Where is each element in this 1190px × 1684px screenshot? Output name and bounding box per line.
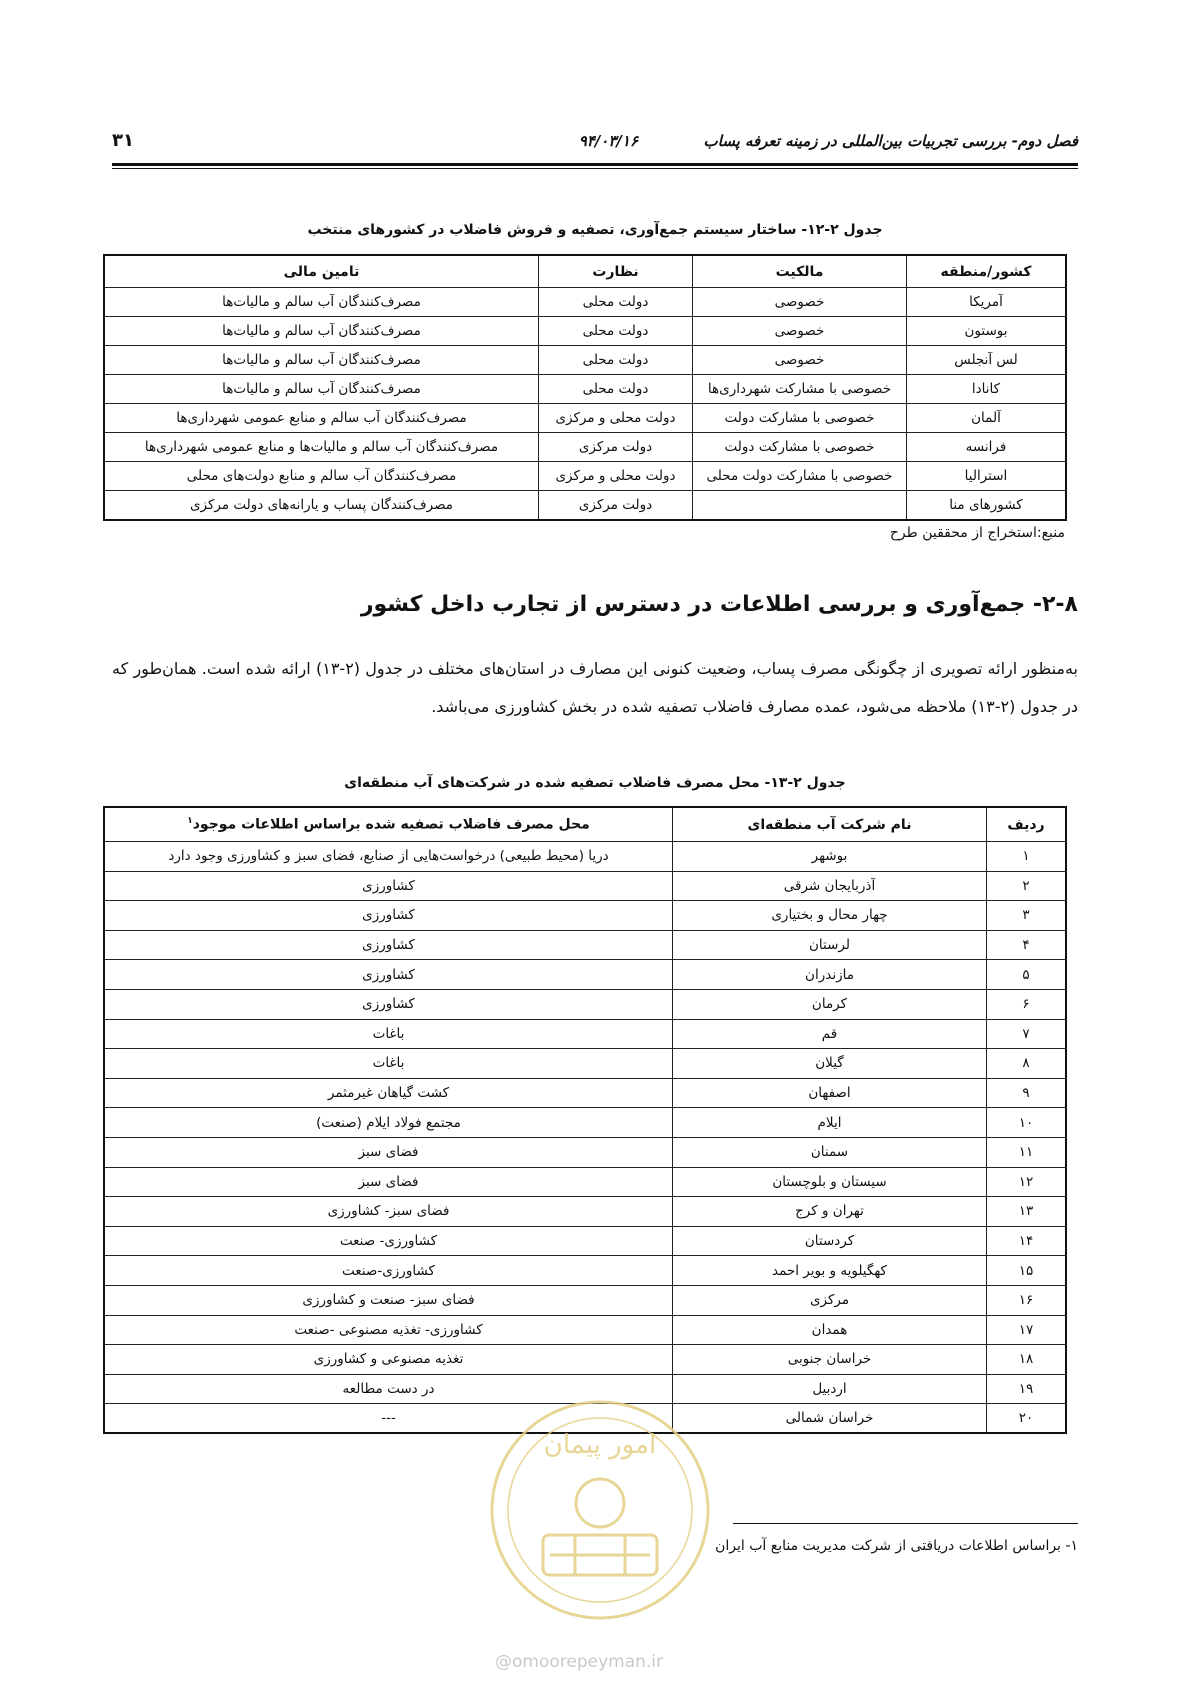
table-row <box>104 491 1066 520</box>
table-cell: ۲ <box>987 871 1067 901</box>
table-cell: مجتمع فولاد ایلام (صنعت) <box>104 1108 673 1138</box>
table12-header: تامین مالی <box>104 255 539 288</box>
table-cell: گیلان <box>673 1049 987 1079</box>
table-cell: ۶ <box>987 989 1067 1019</box>
table-cell: کشاورزی <box>104 930 673 960</box>
table-cell: ۱۰ <box>987 1108 1067 1138</box>
table-row <box>104 433 1066 462</box>
table-cell: خصوصی <box>693 288 907 317</box>
page-number: ۳۱ <box>112 130 134 151</box>
table-cell: ۱۱ <box>987 1137 1067 1167</box>
table-row <box>104 1345 1066 1375</box>
table-cell: تهران و کرج <box>673 1197 987 1227</box>
table-cell: ۱۷ <box>987 1315 1067 1345</box>
table-cell: آمریکا <box>907 288 1067 317</box>
table-cell: مصرف‌کنندگان آب سالم و مالیات‌ها <box>104 317 539 346</box>
table-cell: دریا (محیط طبیعی) درخواست‌هایی از صنایع، فضای سبز و کشاورزی وجود دارد <box>104 842 673 872</box>
seal-watermark <box>485 1395 715 1625</box>
header-date: ۹۴/۰۳/۱۶ <box>578 132 638 150</box>
seal-text: امور پیمان <box>543 1430 657 1460</box>
running-header <box>112 128 1078 160</box>
table-cell: فضای سبز- کشاورزی <box>104 1197 673 1227</box>
table-cell: مصرف‌کنندگان پساب و یارانه‌های دولت مرکزی <box>104 491 539 520</box>
header-rule <box>112 163 1078 166</box>
table-cell: خصوصی <box>693 317 907 346</box>
table12 <box>103 254 1067 521</box>
table12-header: نظارت <box>539 255 693 288</box>
table-row <box>104 1137 1066 1167</box>
table-cell <box>693 491 907 520</box>
table-cell: مصرف‌کنندگان آب سالم و مالیات‌ها <box>104 346 539 375</box>
table-cell: بوستون <box>907 317 1067 346</box>
table-cell: تغذیه مصنوعی و کشاورزی <box>104 1345 673 1375</box>
table-cell: ۱۲ <box>987 1167 1067 1197</box>
table-row <box>104 375 1066 404</box>
footnote-mark: ۱ <box>187 816 193 827</box>
table-cell: چهار محال و بختیاری <box>673 901 987 931</box>
table-cell: کشاورزی <box>104 960 673 990</box>
table-row <box>104 1197 1066 1227</box>
table-cell: باغات <box>104 1019 673 1049</box>
table-cell: آلمان <box>907 404 1067 433</box>
table-cell: مصرف‌کنندگان آب سالم و مالیات‌ها و منابع عمومی شهرداری‌ها <box>104 433 539 462</box>
table-cell: سیستان و بلوچستان <box>673 1167 987 1197</box>
table-cell: اصفهان <box>673 1078 987 1108</box>
table-cell: ۱۳ <box>987 1197 1067 1227</box>
table-cell: دولت محلی <box>539 375 693 404</box>
table-cell: دولت محلی و مرکزی <box>539 404 693 433</box>
table-row <box>104 288 1066 317</box>
source-note: منبع:استخراج از محققین طرح <box>889 525 1065 541</box>
table-cell: مصرف‌کنندگان آب سالم و مالیات‌ها <box>104 375 539 404</box>
table-cell: کانادا <box>907 375 1067 404</box>
table-cell: در دست مطالعه <box>104 1374 673 1404</box>
table-cell: باغات <box>104 1049 673 1079</box>
table-cell: خصوصی <box>693 346 907 375</box>
table-cell: ایلام <box>673 1108 987 1138</box>
header-rule-thin <box>112 168 1078 169</box>
table-cell: کشاورزی- تغذیه مصنوعی -صنعت <box>104 1315 673 1345</box>
body-paragraph: به‌منظور ارائه تصویری از چگونگی مصرف پساب، وضعیت کنونی این مصارف در استان‌های مختلف در جدول (۲-۱۳) ارائه شده است. همان‌طور که در جدول (۲-۱۳) ملاحظه می‌شود، عمده مصارف فاضلاب تصفیه شده در بخش کشاورزی می‌باشد. <box>112 659 1079 716</box>
table-row <box>104 346 1066 375</box>
table-cell: خصوصی با مشارکت دولت محلی <box>693 462 907 491</box>
table-cell: دولت محلی <box>539 346 693 375</box>
table-cell: فضای سبز <box>104 1167 673 1197</box>
table-cell: کشاورزی- صنعت <box>104 1226 673 1256</box>
section-heading: ۲-۸- جمع‌آوری و بررسی اطلاعات در دسترس از تجارب داخل کشور <box>360 592 1078 617</box>
table-cell: مصرف‌کنندگان آب سالم و منابع عمومی شهرداری‌ها <box>104 404 539 433</box>
chapter-title: فصل دوم- بررسی تجربیات بین‌المللی در زمینه تعرفه پساب <box>703 132 1078 150</box>
table-row <box>104 317 1066 346</box>
table-row <box>104 1226 1066 1256</box>
table-cell: کرمان <box>673 989 987 1019</box>
watermark-url-text: omoorepeyman.ir <box>512 1652 664 1672</box>
table-row <box>104 1285 1066 1315</box>
table-cell: ۱۹ <box>987 1374 1067 1404</box>
table-cell: فرانسه <box>907 433 1067 462</box>
table-cell: خصوصی با مشارکت دولت <box>693 404 907 433</box>
table-row <box>104 1167 1066 1197</box>
table-cell: کشورهای منا <box>907 491 1067 520</box>
table-cell: خراسان شمالی <box>673 1404 987 1434</box>
table-cell: سمنان <box>673 1137 987 1167</box>
table-cell: دولت محلی <box>539 317 693 346</box>
table-cell: کشاورزی <box>104 901 673 931</box>
table-cell: لرستان <box>673 930 987 960</box>
table-cell: ۱۸ <box>987 1345 1067 1375</box>
table12-header: مالکیت <box>693 255 907 288</box>
table-row <box>104 901 1066 931</box>
table-cell: --- <box>104 1404 673 1434</box>
table12-header-row <box>104 255 1066 288</box>
table-cell: دولت محلی و مرکزی <box>539 462 693 491</box>
table13-header: نام شرکت آب منطقه‌ای <box>673 807 987 842</box>
table13-header: ردیف <box>987 807 1067 842</box>
table-row <box>104 1078 1066 1108</box>
table-cell: ۱۴ <box>987 1226 1067 1256</box>
table-cell: فضای سبز <box>104 1137 673 1167</box>
table-cell: استرالیا <box>907 462 1067 491</box>
watermark-url: @omoorepeyman.ir <box>495 1652 664 1672</box>
table-cell: ۹ <box>987 1078 1067 1108</box>
table-cell: ۷ <box>987 1019 1067 1049</box>
table-cell: ۴ <box>987 930 1067 960</box>
table-row <box>104 930 1066 960</box>
table-row <box>104 404 1066 433</box>
table-cell: خصوصی با مشارکت شهرداری‌ها <box>693 375 907 404</box>
table13-header-label: محل مصرف فاضلاب تصفیه شده براساس اطلاعات موجود <box>192 816 590 833</box>
table12-header: کشور/منطقه <box>907 255 1067 288</box>
table-cell: کهگیلویه و بویر احمد <box>673 1256 987 1286</box>
table-cell: بوشهر <box>673 842 987 872</box>
table-row <box>104 1019 1066 1049</box>
footnote: ۱- براساس اطلاعات دریافتی از شرکت مدیریت منابع آب ایران <box>715 1538 1078 1554</box>
table-cell: فضای سبز- صنعت و کشاورزی <box>104 1285 673 1315</box>
table13-caption: جدول ۲-۱۳- محل مصرف فاضلاب تصفیه شده در شرکت‌های آب منطقه‌ای <box>344 775 846 791</box>
table-row <box>104 1256 1066 1286</box>
table-cell: کشاورزی-صنعت <box>104 1256 673 1286</box>
table-cell: خصوصی با مشارکت دولت <box>693 433 907 462</box>
table-cell: ۱۶ <box>987 1285 1067 1315</box>
table12-caption: جدول ۲-۱۲- ساختار سیستم جمع‌آوری، تصفیه و فروش فاضلاب در کشورهای منتخب <box>307 222 883 238</box>
table-cell: ۱ <box>987 842 1067 872</box>
table-cell: کشاورزی <box>104 989 673 1019</box>
table-row <box>104 989 1066 1019</box>
footnote-rule <box>733 1523 1078 1524</box>
table-cell: ۲۰ <box>987 1404 1067 1434</box>
table-cell: ۱۵ <box>987 1256 1067 1286</box>
table-row <box>104 1108 1066 1138</box>
table-cell: ۵ <box>987 960 1067 990</box>
table13 <box>103 806 1067 1434</box>
table-cell: مرکزی <box>673 1285 987 1315</box>
table-cell: مصرف‌کنندگان آب سالم و منابع دولت‌های محلی <box>104 462 539 491</box>
table-cell: همدان <box>673 1315 987 1345</box>
table-cell: ۸ <box>987 1049 1067 1079</box>
table13-header-row <box>104 807 1066 842</box>
table-cell: اردبیل <box>673 1374 987 1404</box>
table-cell: آذربایجان شرقی <box>673 871 987 901</box>
table-cell: مازندران <box>673 960 987 990</box>
table-row <box>104 871 1066 901</box>
table-cell: مصرف‌کنندگان آب سالم و مالیات‌ها <box>104 288 539 317</box>
table-cell: ۳ <box>987 901 1067 931</box>
table-cell: قم <box>673 1019 987 1049</box>
table-row <box>104 462 1066 491</box>
table-cell: کردستان <box>673 1226 987 1256</box>
table-row <box>104 1315 1066 1345</box>
table-cell: دولت محلی <box>539 288 693 317</box>
table-row <box>104 842 1066 872</box>
table-cell: کشت گیاهان غیرمثمر <box>104 1078 673 1108</box>
table-row <box>104 1049 1066 1079</box>
table-cell: کشاورزی <box>104 871 673 901</box>
table-cell: دولت مرکزی <box>539 433 693 462</box>
table-row <box>104 960 1066 990</box>
table13-header <box>104 807 673 842</box>
table13-body <box>104 842 1066 1434</box>
table-cell: خراسان جنوبی <box>673 1345 987 1375</box>
table-cell: دولت مرکزی <box>539 491 693 520</box>
table-cell: لس آنجلس <box>907 346 1067 375</box>
